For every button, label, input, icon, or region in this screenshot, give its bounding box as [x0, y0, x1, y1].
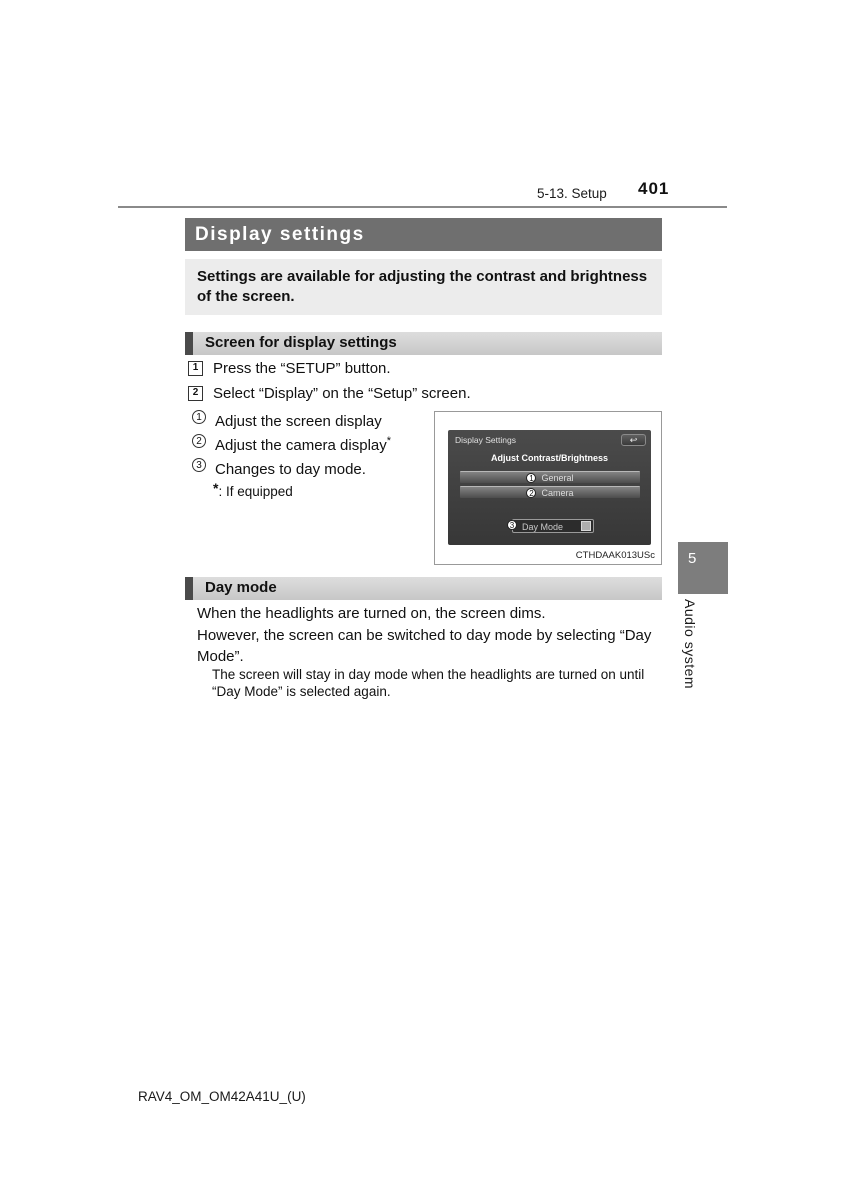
callout-text: Changes to day mode. [215, 461, 366, 478]
figure-display-settings-screen [434, 411, 662, 565]
step-1 [188, 359, 391, 378]
intro-summary: Settings are available for adjusting the contrast and brightness of the screen. [185, 259, 662, 315]
paragraph-line: When the headlights are turned on, the screen dims. [197, 605, 546, 622]
chapter-tab-label: Audio system [682, 599, 698, 690]
step-number-box: 1 [188, 361, 203, 376]
footnote-if-equipped [213, 480, 293, 499]
button-label: Day Mode [522, 522, 564, 532]
step-number-box: 2 [188, 386, 203, 401]
day-mode-button [509, 519, 594, 533]
callout-text: Adjust the screen display [215, 413, 382, 430]
camera-button [460, 486, 640, 498]
return-icon: ↩ [621, 434, 646, 446]
day-mode-paragraph [197, 603, 669, 668]
general-button [460, 471, 640, 483]
asterisk-symbol: * [213, 480, 219, 496]
document-code: RAV4_OM_OM42A41U_(U) [138, 1089, 306, 1104]
screen-subtitle: Adjust Contrast/Brightness [490, 453, 608, 463]
footnote-text: : If equipped [218, 484, 293, 499]
day-mode-indicator [581, 521, 591, 531]
button-label: General [541, 472, 574, 483]
callout-2 [192, 432, 391, 455]
circled-number-icon: 2 [526, 488, 536, 498]
section-heading-screen-for-display-settings: Screen for display settings [185, 332, 662, 355]
paragraph-line: However, the screen can be switched to day mode by selecting “Day Mode”. [197, 626, 652, 665]
step-text: Select “Display” on the “Setup” screen. [213, 385, 471, 402]
header-chapter-label: 5-13. Setup [537, 186, 607, 201]
screen-title: Display Settings [455, 435, 516, 445]
step-2 [188, 384, 471, 403]
page-title: Display settings [185, 218, 662, 251]
callout-3 [192, 456, 366, 479]
chapter-tab: 5 [678, 542, 728, 594]
circled-number-icon: 2 [192, 434, 206, 448]
header-page-number: 401 [638, 179, 670, 198]
infotainment-screen [448, 430, 651, 545]
header-rule [118, 206, 727, 208]
section-heading-day-mode: Day mode [185, 577, 662, 600]
step-text: Press the “SETUP” button. [213, 360, 391, 377]
callout-text: Adjust the camera display* [215, 435, 392, 454]
figure-caption: CTHDAAK013USc [575, 550, 655, 561]
circled-number-icon: 3 [192, 458, 206, 472]
day-mode-note: The screen will stay in day mode when the headlights are turned on until “Day Mode” is selected again. [212, 667, 645, 699]
circled-number-icon: 1 [192, 410, 206, 424]
circled-number-icon: 1 [526, 473, 536, 483]
circled-number-icon: 3 [507, 520, 517, 530]
callout-1 [192, 408, 382, 431]
button-label: Camera [541, 487, 574, 498]
